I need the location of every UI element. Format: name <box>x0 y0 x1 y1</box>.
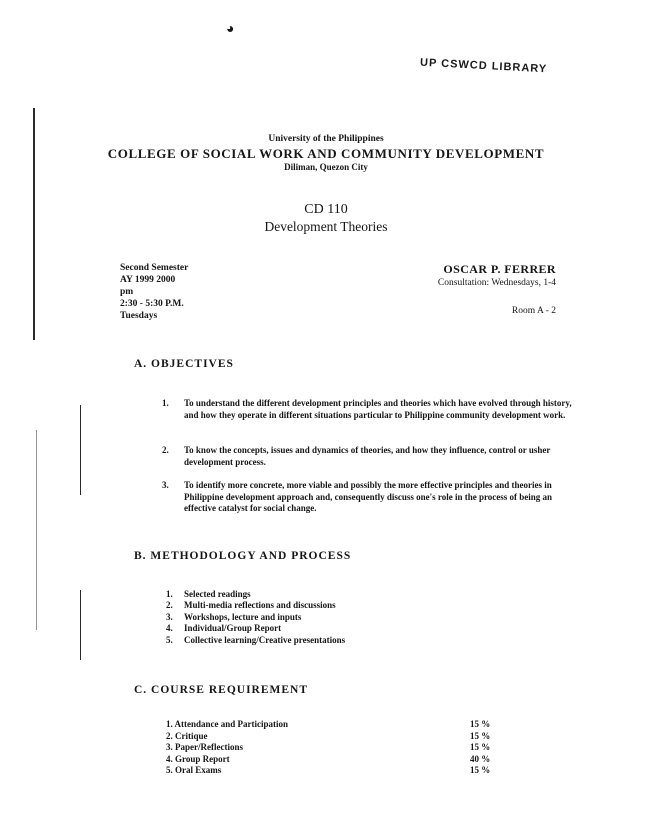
scan-edge-line <box>36 430 37 630</box>
list-item <box>166 623 345 634</box>
objective-text: To identify more concrete, more viable and possibly the more effective principles and theories in Philippine development approach and, consequently discuss one's role in the process of being an effective catalyst for social change. <box>184 480 553 513</box>
requirement-weight: 15 % <box>470 742 491 753</box>
requirement-label: 5. Oral Exams <box>166 765 222 776</box>
requirement-row <box>166 719 506 731</box>
list-item <box>166 635 345 646</box>
course-code: CD 110 <box>304 202 348 217</box>
objective-number: 2. <box>162 445 169 455</box>
objective-number: 1. <box>162 398 169 408</box>
item-text: Collective learning/Creative presentations <box>184 634 346 645</box>
class-time: 2:30 - 5:30 P.M. <box>120 299 184 309</box>
list-item <box>166 600 345 611</box>
item-text: Multi-media reflections and discussions <box>184 600 336 611</box>
library-stamp: UP CSWCD LIBRARY <box>419 56 548 76</box>
requirement-weight: 15 % <box>470 765 491 776</box>
objective-text: To understand the different development principles and theories which have evolved through history, and how they operate in different situations particular to Philippine community development work. <box>184 398 572 420</box>
item-number: 1. <box>166 589 173 599</box>
objectives-heading: A. OBJECTIVES <box>134 358 234 370</box>
item-text: Selected readings <box>184 589 251 599</box>
requirement-weight: 40 % <box>470 753 491 764</box>
instructor-name: OSCAR P. FERRER <box>443 262 556 276</box>
class-day: Tuesdays <box>120 311 158 321</box>
instructor-block <box>438 262 556 316</box>
objective-text: To know the concepts, issues and dynamics of theories, and how they influence, control or usher development process. <box>184 445 551 467</box>
list-item <box>166 612 345 623</box>
consultation-hours: Consultation: Wednesdays, 1-4 <box>437 278 556 288</box>
requirement-label: 1. Attendance and Participation <box>166 719 289 729</box>
objective-item <box>162 398 572 421</box>
item-number: 5. <box>166 634 173 645</box>
methodology-list <box>166 589 345 646</box>
requirement-row <box>166 765 506 777</box>
requirement-weight: 15 % <box>470 719 491 729</box>
semester: Second Semester <box>120 263 189 273</box>
scan-edge-line <box>80 590 81 660</box>
list-item <box>166 589 345 600</box>
objective-item <box>162 480 572 515</box>
requirement-row <box>166 742 506 754</box>
objective-item <box>162 445 572 468</box>
requirement-label: 4. Group Report <box>166 753 230 764</box>
university-name: University of the Philippines <box>268 134 384 144</box>
item-text: Workshops, lecture and inputs <box>184 611 302 622</box>
pm-note: pm <box>120 287 134 297</box>
requirement-row <box>166 731 506 743</box>
requirement-weight: 15 % <box>470 730 491 741</box>
item-text: Individual/Group Report <box>184 623 282 634</box>
schedule-block <box>120 262 188 322</box>
academic-year: AY 1999 2000 <box>120 275 176 285</box>
college-name: COLLEGE OF SOCIAL WORK AND COMMUNITY DEVELOPMENT <box>107 146 545 161</box>
requirement-label: 3. Paper/Reflections <box>166 742 243 753</box>
objective-number: 3. <box>162 480 169 490</box>
item-number: 3. <box>166 611 173 622</box>
college-location: Diliman, Quezon City <box>284 162 368 172</box>
item-number: 4. <box>166 623 173 634</box>
requirement-row <box>166 754 506 766</box>
item-number: 2. <box>166 600 173 611</box>
requirements-list <box>166 719 506 777</box>
methodology-heading: B. METHODOLOGY AND PROCESS <box>134 550 352 562</box>
room: Room A - 2 <box>511 306 556 316</box>
requirements-heading: C. COURSE REQUIREMENT <box>134 684 309 696</box>
requirement-label: 2. Critique <box>166 730 208 741</box>
course-title: Development Theories <box>264 219 388 234</box>
scan-blot-mark: ◕ <box>226 22 235 37</box>
scan-edge-line <box>80 405 81 495</box>
